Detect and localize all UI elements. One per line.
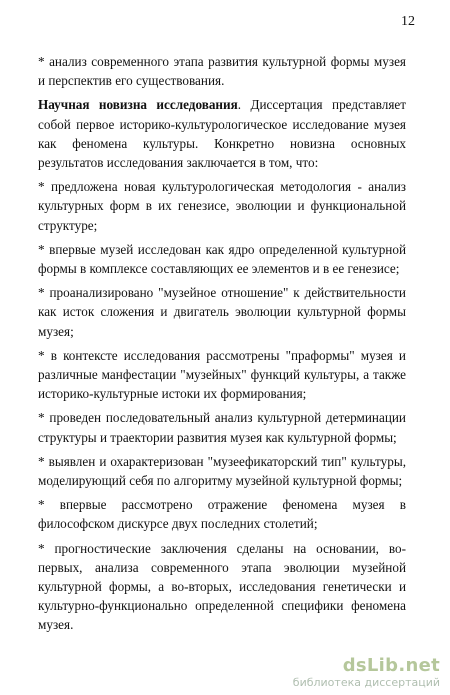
section-heading-novelty: Научная новизна исследования xyxy=(38,97,238,113)
watermark-logo: dsLib.net xyxy=(342,655,440,676)
paragraph-analysis-stage xyxy=(38,52,406,90)
list-item-text: * предложена новая культурологическая методология - анализ культурных форм в их генезисе, эволюции и функциональной структуре; xyxy=(38,179,406,233)
watermark xyxy=(293,656,440,689)
page-number: 12 xyxy=(401,14,415,29)
list-item-text: * проведен последовательный анализ культурной детерминации структуры и траектории развития музея как культурной формы; xyxy=(38,410,406,445)
list-item-text: * выявлен и охарактеризован "музеефикаторский тип" культуры, моделирующий себя по алгоритму музейной культурной формы; xyxy=(38,453,406,489)
paragraph-text: * анализ современного этапа развития культурной формы музея и перспектив его существования. xyxy=(38,54,406,89)
watermark-tagline: библиотека диссертаций xyxy=(292,676,440,689)
list-item-museum-relation xyxy=(38,283,406,341)
list-item-determination xyxy=(38,408,406,446)
list-item-prognosis xyxy=(38,539,406,635)
list-item-text: * впервые рассмотрено отражение феномена музея в философском дискурсе двух последних столетий; xyxy=(38,497,406,532)
paragraph-scientific-novelty xyxy=(38,95,406,172)
list-item-text: * впервые музей исследован как ядро определенной культурной формы в комплексе составляющих ее элементов и в ее генезисе; xyxy=(38,241,406,277)
list-item-text: * проанализировано "музейное отношение" к действительности как исток сложения и двигатель эволюции культурной формы музея; xyxy=(38,285,406,339)
document-body xyxy=(38,52,406,640)
list-item-museification-type xyxy=(38,452,406,490)
list-item-methodology xyxy=(38,177,406,235)
paragraph-text: . Диссертация представляет собой первое историко-культурологическое исследование музея как феномена культуры. Конкретно новизна основных результатов исследования заключается в том, что: xyxy=(38,97,407,171)
list-item-museum-core xyxy=(38,240,406,278)
list-item-text: * в контексте исследования рассмотрены "праформы" музея и различные манфестации "музейных" функций культуры, а также историко-культурные истоки их формирования; xyxy=(38,347,406,402)
list-item-philosophy xyxy=(38,495,406,533)
list-item-text: * прогностические заключения сделаны на основании, во-первых, анализа современного этапа эволюции музейной культурной формы, а во-вторых, исследования генетически и культурно-функционально определенной специфики феномена музея. xyxy=(38,540,406,633)
list-item-proto-forms xyxy=(38,346,406,404)
